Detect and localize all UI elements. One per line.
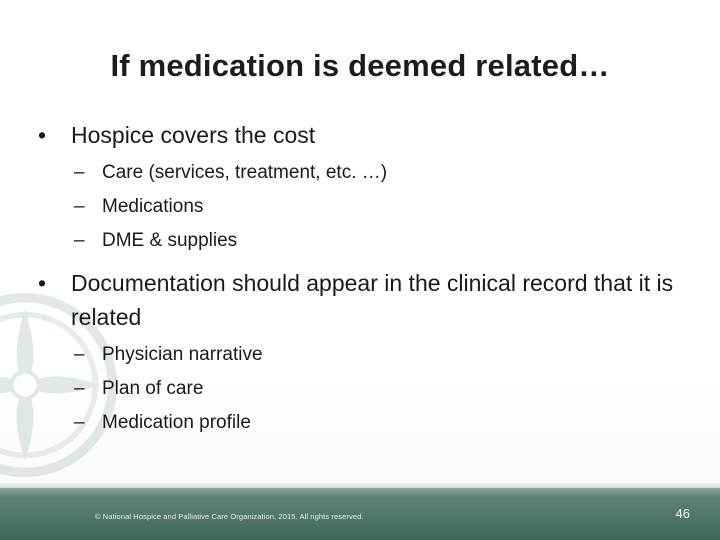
bullet-mark: • [38, 122, 47, 148]
slide-title: If medication is deemed related… [110, 48, 610, 83]
sub-bullet-list [38, 156, 688, 258]
sub-bullet-text: Medications [102, 196, 204, 217]
sub-bullet-text: Care (services, treatment, etc. …) [102, 162, 388, 183]
sub-bullet-item [38, 190, 688, 224]
bullet-text: Documentation should appear in the clinical record that it is related [71, 270, 674, 330]
bullet-mark: • [38, 270, 47, 296]
copyright-notice: © National Hospice and Palliative Care Organization, 2015. All rights reserved. [95, 512, 364, 521]
spacer [38, 258, 688, 266]
sub-bullet-item [38, 156, 688, 190]
dash-mark: – [74, 230, 85, 251]
sub-bullet-text: Medication profile [102, 412, 251, 433]
dash-mark: – [74, 378, 85, 399]
sub-bullet-text: DME & supplies [102, 230, 238, 251]
sub-bullet-list [38, 338, 688, 440]
dash-mark: – [74, 412, 85, 433]
sub-bullet-item [38, 338, 688, 372]
dash-mark: – [74, 196, 85, 217]
dash-mark: – [74, 162, 85, 183]
bullet-item [38, 266, 688, 334]
bullet-text: Hospice covers the cost [71, 122, 316, 148]
sub-bullet-text: Plan of care [102, 378, 204, 399]
sub-bullet-item [38, 224, 688, 258]
bullet-item [38, 118, 688, 152]
sub-bullet-text: Physician narrative [102, 344, 263, 365]
sub-bullet-item [38, 372, 688, 406]
dash-mark: – [74, 344, 85, 365]
bullet-list [38, 118, 688, 440]
page-number: 46 [675, 506, 690, 521]
sub-bullet-item [38, 406, 688, 440]
